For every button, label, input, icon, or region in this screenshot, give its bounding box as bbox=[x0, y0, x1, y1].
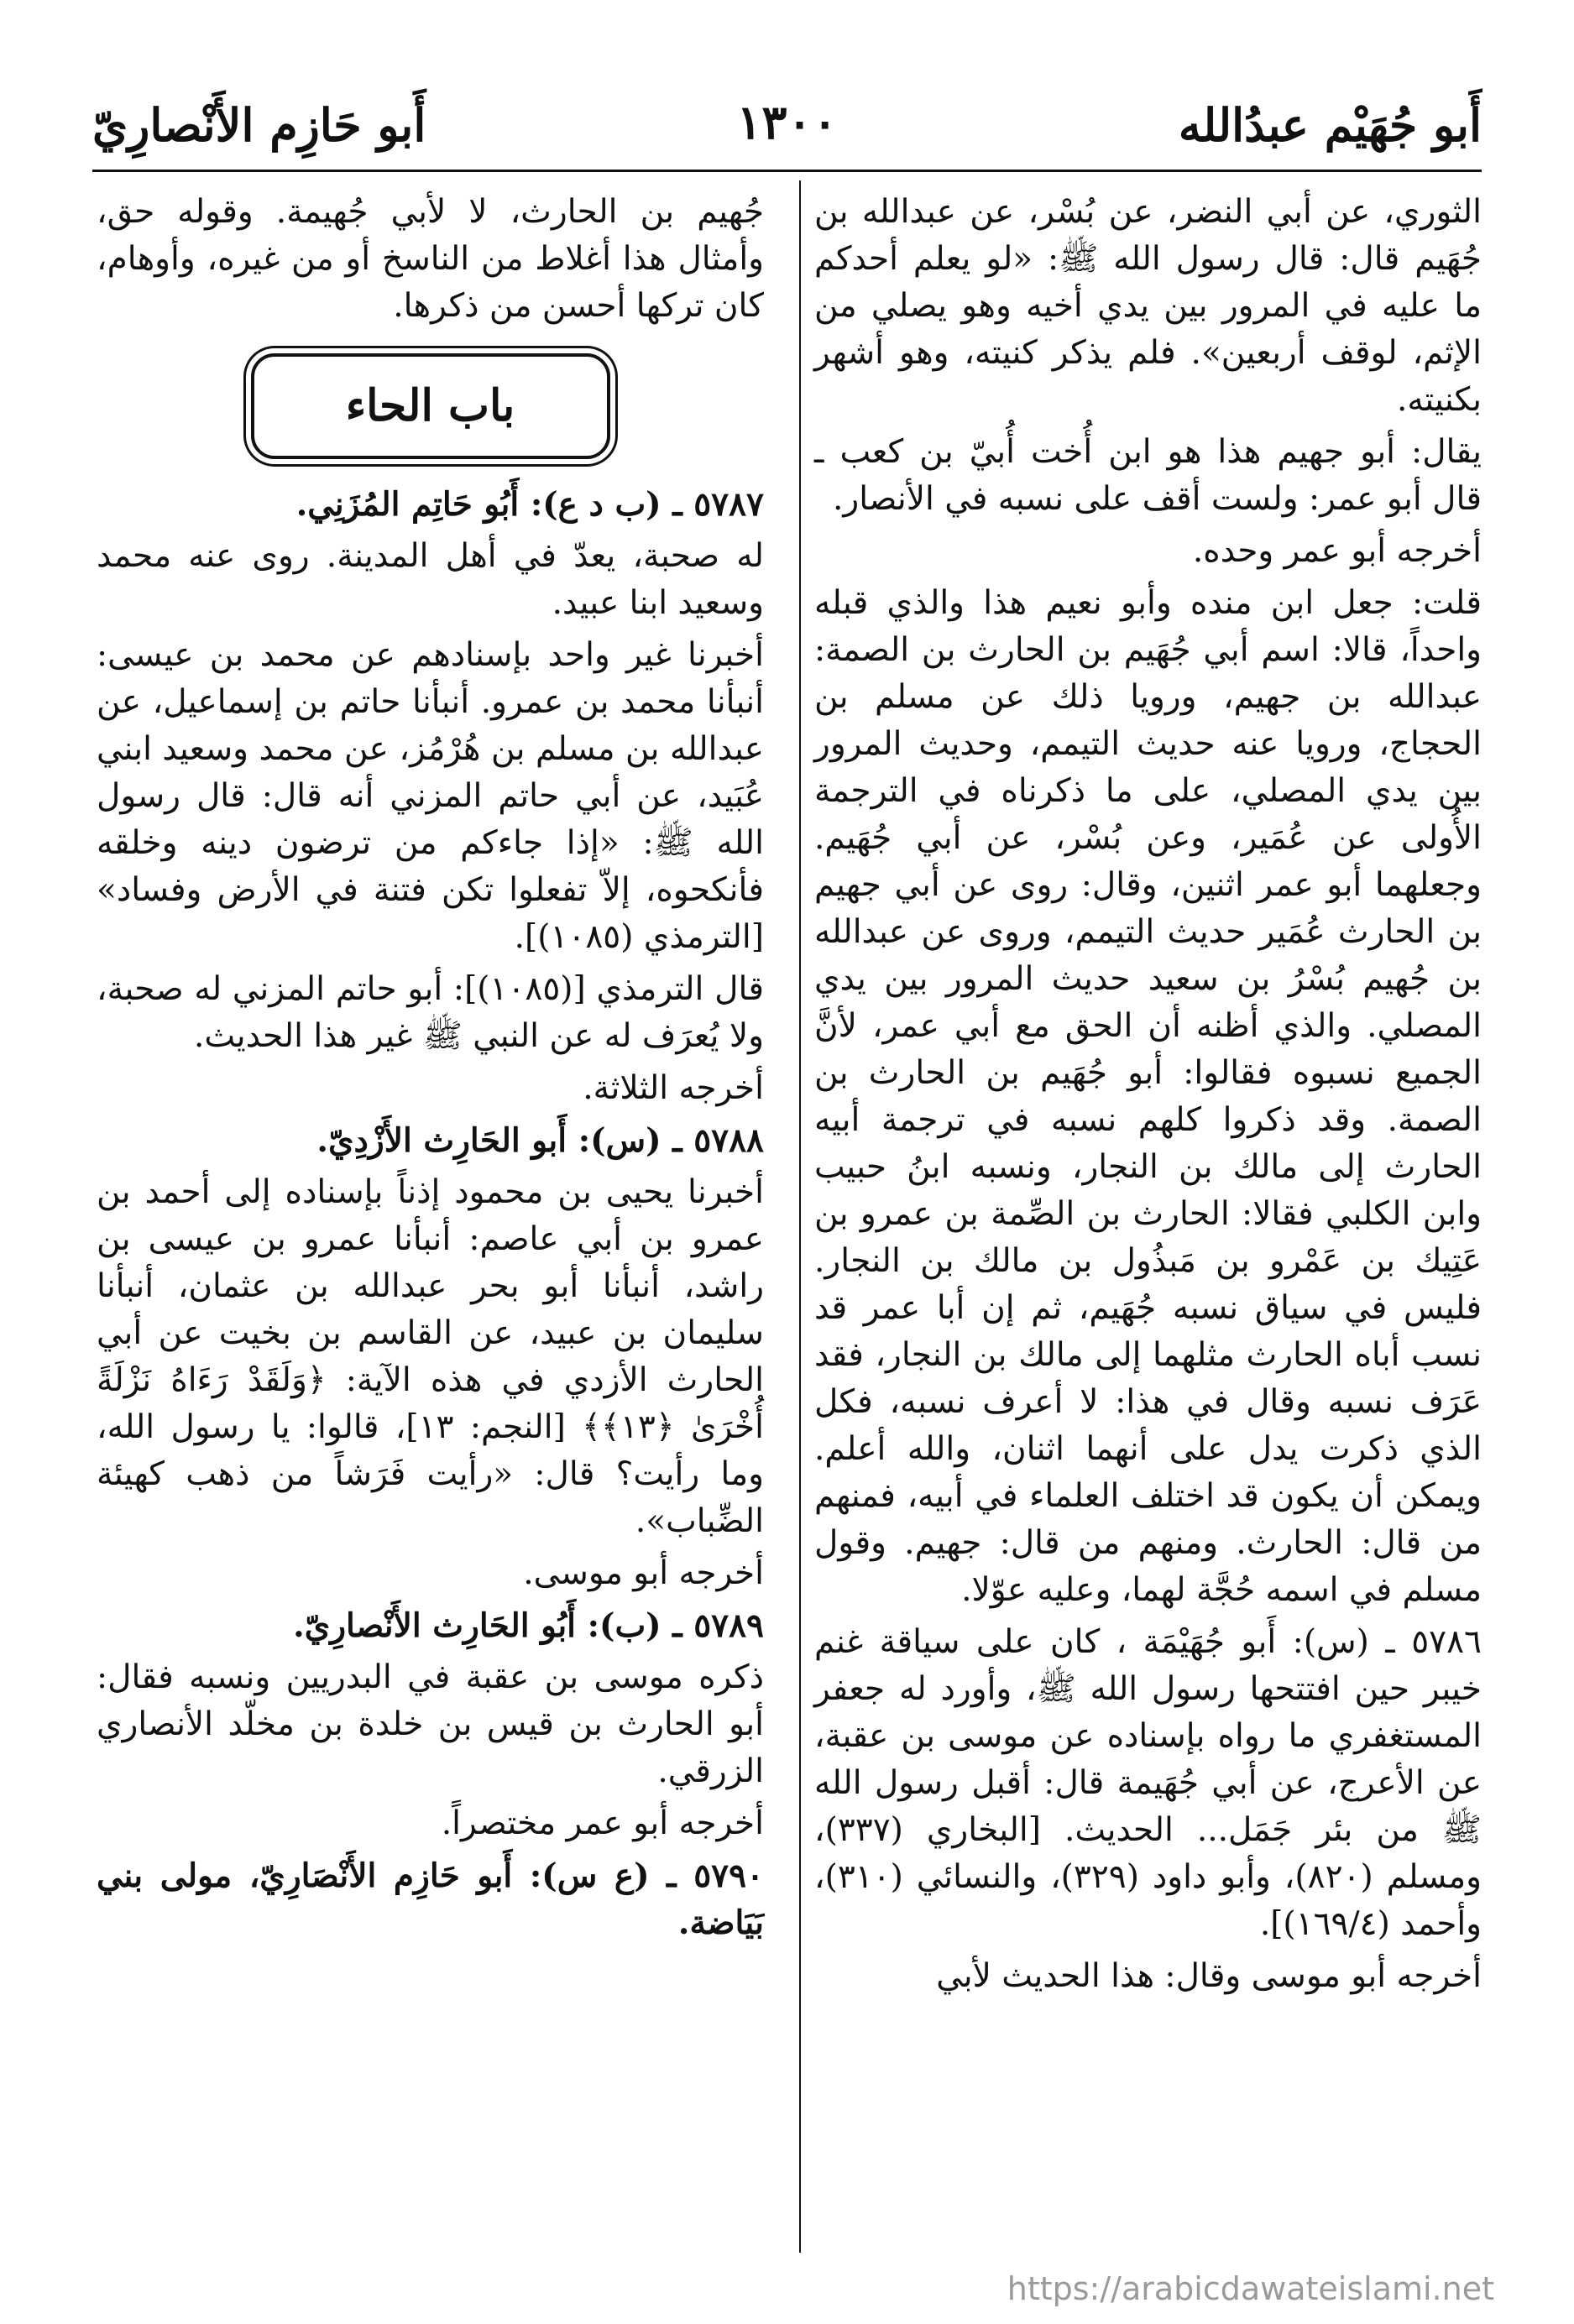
paragraph: أخرجه أبو موسى. bbox=[523, 1554, 764, 1592]
chapter-title: باب الحاء bbox=[345, 380, 515, 431]
paragraph: يقال: أبو جهيم هذا هو ابن أُخت أُبيّ بن كعب ـ قال أبو عمر: ولست أقف على نسبه في الأنصار. bbox=[814, 433, 1482, 518]
watermark: https://arabicdawateislami.net bbox=[1007, 2270, 1494, 2307]
paragraph: الثوري، عن أبي النضر، عن بُسْر، عن عبدالله بن جُهَيم قال: قال رسول الله ﷺ: «لو يعلم أحدكم ما عليه في المرور بين يدي أخيه وهو يصلي من الإثم، لوقف أربعين». فلم يذكر كنيته، وهو أشهر بكنيته. bbox=[814, 193, 1482, 419]
paragraph: له صحبة، يعدّ في أهل المدينة. روى عنه محمد وسعيد ابنا عبيد. bbox=[97, 537, 764, 622]
paragraph: جُهيم بن الحارث، لا لأبي جُهيمة. وقوله حق، وأمثال هذا أغلاط من الناسخ أو من غيره، وأوهام، كان تركها أحسن من ذكرها. bbox=[97, 193, 764, 325]
paragraph: أخبرنا غير واحد بإسنادهم عن محمد بن عيسى: أنبأنا محمد بن عمرو. أنبأنا حاتم بن إسماعيل، عن عبدالله بن مسلم بن هُرْمُز، عن محمد وسعيد ابني عُبَيد، عن أبي حاتم المزني أنه قال: قال رسول الله ﷺ: «إذا جاءكم من ترضون دينه وخلقه فأنكحوه، إلاّ تفعلوا تكن فتنة في الأرض وفساد» [الترمذي (١٠٨٥)]. bbox=[97, 636, 764, 956]
paragraph: ذكره موسى بن عقبة في البدريين ونسبه فقال: أبو الحارث بن قيس بن خلدة بن مخلّد الأنصاري الزرقي. bbox=[97, 1658, 764, 1790]
running-title-left: أَبو حَازِم الأَنْصارِيّ bbox=[92, 98, 426, 152]
paragraph: أخبرنا يحيى بن محمود إذناً بإسناده إلى أحمد بن عمرو بن أبي عاصم: أنبأنا عمرو بن عيسى بن راشد، أنبأنا أبو بحر عبدالله بن عثمان، أنبأنا سليمان بن عبيد، عن القاسم بن بخيت عن أبي الحارث الأزدي في هذه الآية: ﴿وَلَقَدْ رَءَاهُ نَزْلَةً أُخْرَىٰ ﴿١٣﴾﴾ [النجم: ١٣]، قالوا: يا رسول الله، وما رأيت؟ قال: «رأيت فَرَشاً من ذهب كهيئة الضِّباب». bbox=[97, 1173, 764, 1540]
entry-heading: ٥٧٨٨ ـ (س): أَبو الحَارِث الأَزْدِيّ. bbox=[316, 1121, 764, 1160]
entry-heading: ٥٧٨٧ ـ (ب د ع): أَبُو حَاتِم المُزَنِي. bbox=[295, 485, 764, 524]
paragraph: قلت: جعل ابن منده وأبو نعيم هذا والذي قبله واحداً، قالا: اسم أبي جُهَيم بن الحارث بن الصمة: عبدالله بن جهيم، ورويا ذلك عن مسلم بن الحجاج، ورويا عنه حديث التيمم، وحديث المرور بين يدي المصلي، على ما ذكرناه في الترجمة الأُولى عن عُمَير، وعن بُسْر، عن أبي جُهَيم. وجعلهما أبو عمر اثنين، وقال: روى عن أبي جهيم بن الحارث عُمَير حديث التيمم، وروى عن عبدالله بن جُهيم بُسْرُ بن سعيد حديث المرور بين يدي المصلي. والذي أظنه أن الحق مع أبي عمر، لأنَّ الجميع نسبوه فقالوا: أبو جُهَيم بن الحارث بن الصمة. وقد ذكروا كلهم نسبه في ترجمة أبيه الحارث إلى مالك بن النجار، ونسبه ابنُ حبيب وابن الكلبي فقالا: الحارث بن الصِّمة بن عمرو بن عَتِيك بن عَمْرو بن مَبذُول بن مالك بن النجار. فليس في سياق نسبه جُهَيم، ثم إن أبا عمر قد نسب أباه الحارث مثلهما إلى مالك بن النجار، فقد عَرَف نسبه وقال في هذا: لا أعرف نسبه، فكل الذي ذكرت يدل على أنهما اثنان، والله أعلم. ويمكن أن يكون قد اختلف العلماء في أبيه، فمنهم من قال: الحارث. ومنهم من قال: جهيم. وقول مسلم في اسمه حُجَّة لهما، وعليه عوّلا. bbox=[814, 584, 1482, 1609]
header-rule bbox=[92, 170, 1482, 172]
right-column bbox=[814, 189, 1482, 2005]
paragraph: أخرجه أبو عمر مختصراً. bbox=[441, 1804, 764, 1842]
running-title-right: أَبو جُهَيْم عبدُالله bbox=[1178, 98, 1482, 152]
page-header bbox=[92, 80, 1482, 155]
left-column bbox=[97, 189, 764, 1951]
paragraph: أخرجه الثلاثة. bbox=[583, 1069, 764, 1107]
paragraph: أخرجه أبو موسى وقال: هذا الحديث لأبي bbox=[936, 1957, 1482, 1995]
paragraph: قال الترمذي [(١٠٨٥)]: أبو حاتم المزني له صحبة، ولا يُعرَف له عن النبي ﷺ غير هذا الحديث. bbox=[97, 970, 764, 1055]
entry-5786: ٥٧٨٦ ـ (س): أَبو جُهَيْمَة ، كان على سياقة غنم خيبر حين افتتحها رسول الله ﷺ، وأورد له جعفر المستغفري ما رواه بإسناده عن موسى بن عقبة، عن الأعرج، عن أبي جُهَيمة قال: أقبل رسول الله ﷺ من بئر جَمَل... الحديث. [البخاري (٣٣٧)، ومسلم (٨٢٠)، وأبو داود (٣٢٩)، والنسائي (٣١٠)، وأحمد (١٦٩/٤)]. bbox=[814, 1623, 1482, 1943]
chapter-banner bbox=[251, 353, 610, 459]
entry-heading: ٥٧٨٩ ـ (ب): أَبُو الحَارِث الأَنْصارِيّ. bbox=[293, 1606, 764, 1645]
page-number: ١٣٠٠ bbox=[736, 95, 838, 150]
column-divider bbox=[799, 180, 801, 2253]
entry-heading: ٥٧٩٠ ـ (ع س): أَبو حَازِم الأَنْصَارِيّ، مولى بني بَيَاضة. bbox=[97, 1857, 764, 1942]
paragraph: أخرجه أبو عمر وحده. bbox=[1192, 532, 1482, 570]
